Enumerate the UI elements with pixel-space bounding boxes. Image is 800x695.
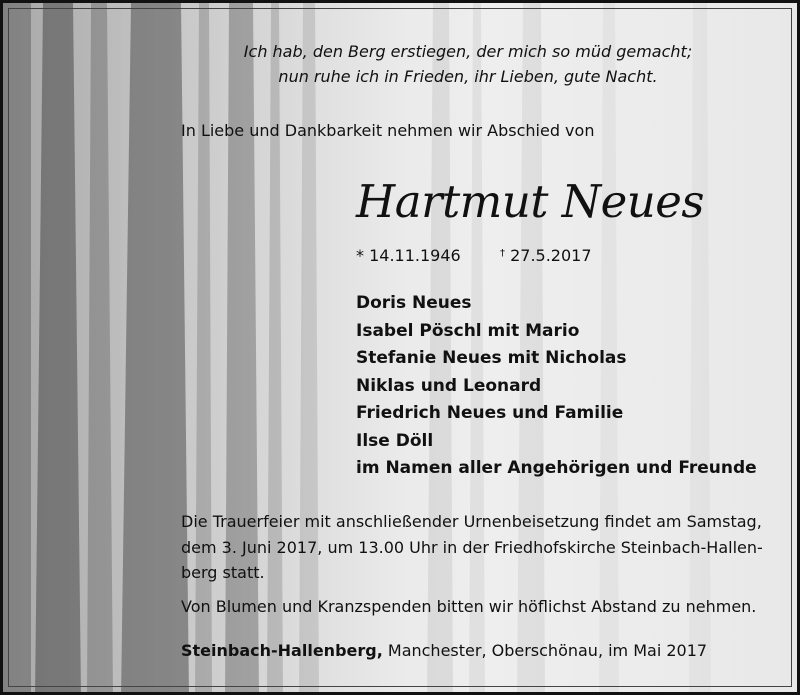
deceased-name: Hartmut Neues (356, 175, 704, 228)
verse-line: Ich hab, den Berg erstiegen, der mich so müd gemacht; (243, 42, 693, 61)
mourner-item: Stefanie Neues mit Nicholas (356, 348, 627, 368)
ceremony-info (181, 509, 763, 586)
mourner-item: im Namen aller Angehörigen und Freunde (356, 458, 757, 478)
ceremony-line: berg statt. (181, 563, 265, 582)
mourner-item: Doris Neues (356, 293, 472, 313)
place-date-line (181, 641, 707, 660)
verse-line: nun ruhe ich in Frieden, ihr Lieben, gute Nacht. (278, 67, 658, 86)
verse (3, 39, 800, 89)
birth-date: * 14.11.1946 (356, 246, 461, 265)
mourner-item: Friedrich Neues und Familie (356, 403, 624, 423)
ceremony-line: Die Trauerfeier mit anschließender Urnenbeisetzung findet am Samstag, (181, 512, 762, 531)
mourner-item: Niklas und Leonard (356, 375, 542, 396)
ceremony-line: dem 3. Juni 2017, um 13.00 Uhr in der Friedhofskirche Steinbach-Hallen- (181, 537, 763, 557)
cross-symbol: † (500, 248, 505, 259)
intro-text: In Liebe und Dankbarkeit nehmen wir Abschied von (181, 121, 595, 140)
mourner-item: Ilse Döll (356, 430, 434, 451)
mourner-item: Isabel Pöschl mit Mario (356, 320, 580, 341)
mourners-list (356, 290, 757, 483)
death-date: 27.5.2017 (510, 246, 592, 265)
place-rest: Manchester, Oberschönau, im Mai 2017 (382, 641, 708, 660)
town-name: Steinbach-Hallenberg, (181, 641, 383, 660)
flowers-note: Von Blumen und Kranzspenden bitten wir höflichst Abstand zu nehmen. (181, 597, 757, 616)
death-date-line (500, 246, 592, 265)
